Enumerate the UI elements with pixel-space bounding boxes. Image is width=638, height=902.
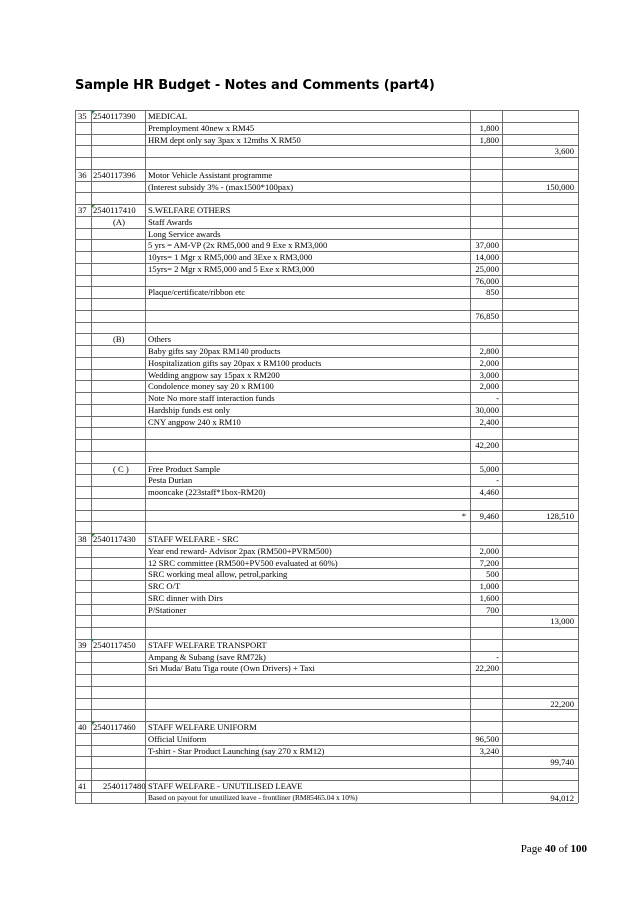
line-amount: - [496,393,499,404]
line-amount: 5,000 [479,463,499,474]
line-amount: 37,000 [475,240,499,251]
line-description: Staff Awards [148,216,193,227]
line-description: Motor Vehicle Assistant programme [148,169,273,180]
account-code: 2540117430 [93,534,136,545]
comment-marker-icon [92,534,95,537]
line-amount: 2,000 [479,545,499,556]
total-amount: 99,740 [550,757,574,768]
item-number: 41 [78,780,87,791]
page-number [521,843,587,855]
line-description: T-shirt - Star Product Launching (say 270 x RM12) [148,745,325,756]
line-description: MEDICAL [148,111,188,122]
line-description: Year end reward- Advisor 2pax (RM500+PVRM500) [148,545,332,556]
line-description: STAFF WELFARE TRANSPORT [148,639,267,650]
line-amount: 7,200 [479,557,499,568]
line-amount: - [496,651,499,662]
total-amount: 94,012 [550,792,574,803]
line-description: SRC working meal allow, petrol,parking [148,569,288,580]
line-amount: 1,000 [479,581,499,592]
line-amount: 42,200 [475,440,499,451]
line-description: 15yrs= 2 Mgr x RM5,000 and 5 Exe x RM3,000 [148,263,315,274]
line-description: Note No more staff interaction funds [148,393,275,404]
total-amount: 22,200 [550,698,574,709]
line-amount: 22,200 [475,663,499,674]
account-code: 2540117390 [93,111,136,122]
item-number: 38 [78,534,87,545]
line-amount: 1,600 [479,592,499,603]
line-amount: 2,400 [479,416,499,427]
account-code: 2540117410 [93,205,136,216]
line-description: Others [148,334,171,345]
line-description: Ampang & Subang (save RM72k) [148,651,266,662]
item-number: 39 [78,639,87,650]
line-description: 12 SRC committee (RM500+PV500 evaluated at 60%) [148,557,338,568]
line-description: Wedding angpow say 15pax x RM200 [148,369,280,380]
page-title: Sample HR Budget - Notes and Comments (part4) [75,78,435,93]
column-divider [75,110,76,803]
line-description: P/Stationer [148,604,187,615]
line-description: Condolence money say 20 x RM100 [148,381,274,392]
section-label: (A) [113,216,125,227]
section-label: (B) [113,334,125,345]
account-code: 2540117450 [93,639,136,650]
line-description: STAFF WELFARE - UNUTILISED LEAVE [148,780,303,791]
comment-marker-icon [92,205,95,208]
line-description: Plaque/certificate/ribbon etc [148,287,246,298]
line-amount: 14,000 [475,252,499,263]
line-description: SRC O/T [148,581,181,592]
line-amount: 1,800 [479,134,499,145]
item-number: 35 [78,111,87,122]
line-description: S.WELFARE OTHERS [148,205,231,216]
line-description: (Interest subsidy 3% - (max1500*100pax) [148,181,294,192]
column-divider [470,110,471,803]
account-code: 2540117460 [93,722,136,733]
current-page: 40 [544,843,556,855]
line-description: Baby gifts say 20pax RM140 products [148,346,281,357]
line-description: Free Product Sample [148,463,221,474]
line-description: Based on payout for unutilized leave - frontliner (RM85465.04 x 10%) [148,792,358,802]
line-amount: 30,000 [475,404,499,415]
line-amount: 76,850 [475,310,499,321]
line-amount: 850 [486,287,499,298]
line-amount: 3,240 [479,745,499,756]
line-amount: 9,460 [479,510,499,521]
line-description: 10yrs= 1 Mgr x RM5,000 and 3Exe x RM3,000 [148,252,313,263]
column-divider [91,110,92,803]
comment-marker-icon [92,639,95,642]
row-divider [75,803,578,804]
comment-marker-icon [92,111,95,114]
line-amount: 1,800 [479,122,499,133]
line-amount: 76,000 [475,275,499,286]
total-amount: 128,510 [546,510,574,521]
account-code: 2540117480 [103,780,146,791]
flag-asterisk: * [461,510,466,521]
line-description: SRC dinner with Dirs [148,592,223,603]
line-amount: 500 [486,569,499,580]
page-of: of [555,843,571,855]
line-description: Official Uniform [148,733,207,744]
line-amount: 25,000 [475,263,499,274]
account-code: 2540117396 [93,169,136,180]
line-amount: 700 [486,604,499,615]
line-description: Hospitalization gifts say 20pax x RM100 products [148,357,322,368]
section-label: ( C ) [113,463,129,474]
comment-marker-icon [92,722,95,725]
line-description: Pesta Durian [148,475,193,486]
column-divider [578,110,579,803]
line-description: Premployment 40new x RM45 [148,122,255,133]
column-divider [502,110,503,803]
line-amount: 2,000 [479,381,499,392]
line-amount: 2,000 [479,357,499,368]
line-description: CNY angpow 240 x RM10 [148,416,241,427]
line-description: HRM dept only say 3pax x 12mths X RM50 [148,134,301,145]
line-amount: 2,800 [479,346,499,357]
line-amount: - [496,475,499,486]
line-description: STAFF WELFARE - SRC [148,534,239,545]
item-number: 37 [78,205,87,216]
line-description: STAFF WELFARE UNIFORM [148,722,257,733]
line-amount: 4,460 [479,487,499,498]
column-divider [145,110,146,803]
item-number: 36 [78,169,87,180]
item-number: 40 [78,722,87,733]
page-prefix: Page [520,843,545,855]
total-amount: 13,000 [550,616,574,627]
line-description: mooncake (223staff*1box-RM20) [148,487,266,498]
line-amount: 3,000 [479,369,499,380]
line-description: 5 yrs = AM-VP (2x RM5,000 and 9 Exe x RM3,000 [148,240,328,251]
line-description: Long Service awards [148,228,221,239]
line-description: Hardship funds est only [148,404,230,415]
total-amount: 150,000 [546,181,574,192]
total-pages: 100 [570,843,587,855]
line-amount: 96,500 [475,733,499,744]
line-description: Sri Muda/ Batu Tiga route (Own Drivers) + Taxi [148,663,315,674]
total-amount: 3,600 [554,146,574,157]
